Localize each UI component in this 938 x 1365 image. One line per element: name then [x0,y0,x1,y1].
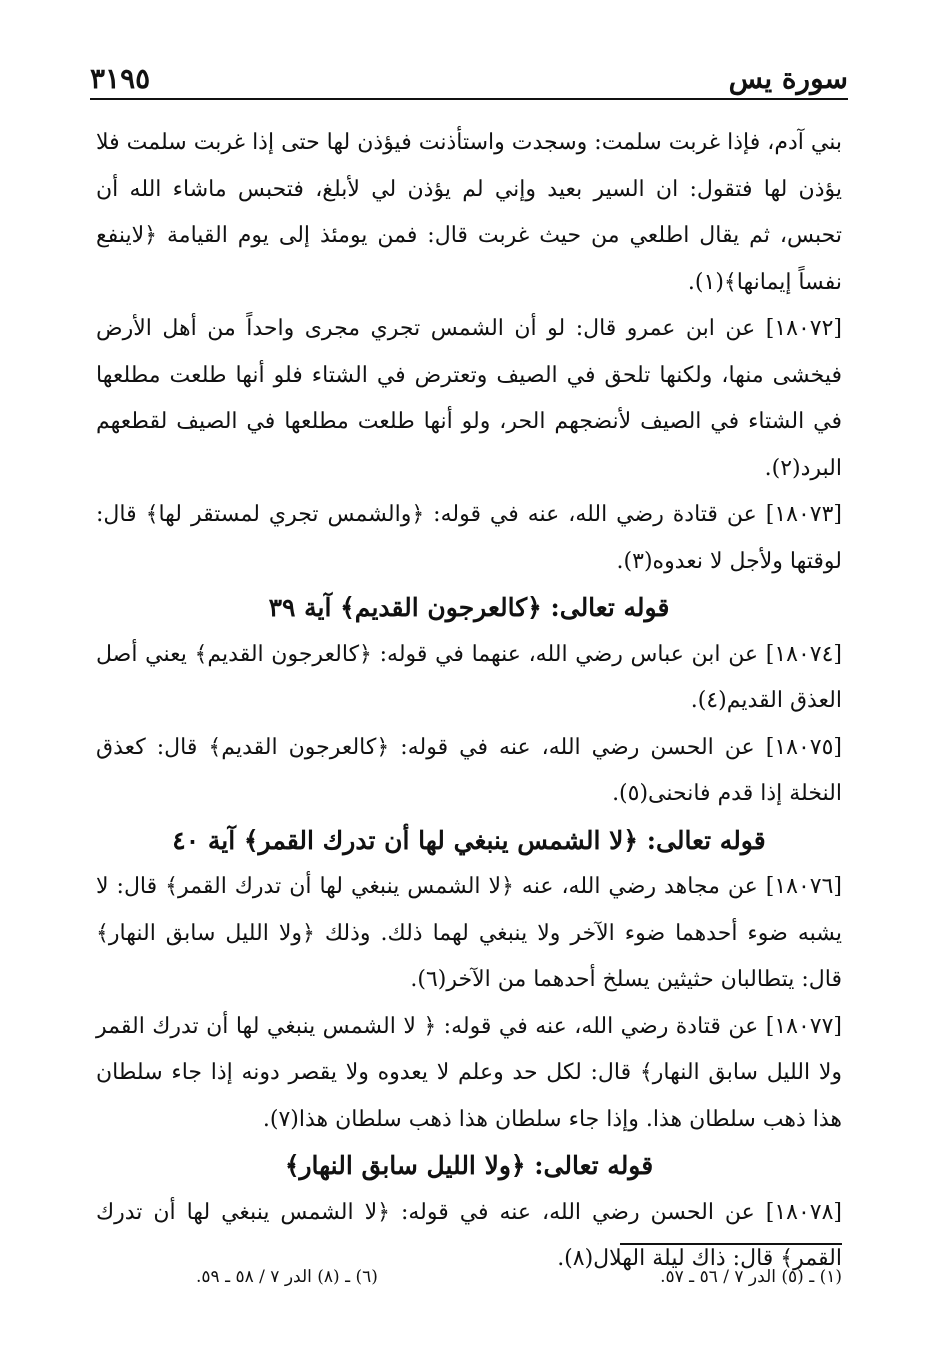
paragraph-18072: [١٨٠٧٢] عن ابن عمرو قال: لو أن الشمس تجري مجرى واحداً من أهل الأرض فيخشى منها، ولكنها تلحق في الصيف وتعترض في الشتاء فلو أنها طلعت مطلعها في الشتاء في الصيف لأنضجهم الحر، ولو أنها طلعت مطلعها في الصيف لقطعهم البرد(٢). [96,316,842,481]
paragraph-18074: [١٨٠٧٤] عن ابن عباس رضي الله، عنهما في قوله: ﴿كالعرجون القديم﴾ يعني أصل العذق القديم(٤). [96,641,842,713]
footnote-6-8: (٦) ـ (٨) الدر ٧ / ٥٨ ـ ٥٩. [196,1267,378,1287]
paragraph-18078: [١٨٠٧٨] عن الحسن رضي الله، عنه في قوله: ﴿لا الشمس ينبغي لها أن تدرك القمر﴾ قال: ذاك ليلة الهلال(٨). [96,1199,842,1271]
paragraph-18077: [١٨٠٧٧] عن قتادة رضي الله، عنه في قوله: ﴿ لا الشمس ينبغي لها أن تدرك القمر ولا الليل سابق النهار﴾ قال: لكل حد وعلم لا يعدوه ولا يقصر دونه إذا جاء سلطان هذا ذهب سلطان هذا. وإذا جاء سلطان هذا ذهب سلطان هذا(٧). [96,1013,842,1132]
paragraph-18075: [١٨٠٧٥] عن الحسن رضي الله، عنه في قوله: ﴿كالعرجون القديم﴾ قال: كعذق النخلة إذا قدم فانحنى(٥). [96,734,842,806]
section-heading-ayah-40: قوله تعالى: ﴿لا الشمس ينبغي لها أن تدرك القمر﴾ آية ٤٠ [172,825,766,855]
page-header [90,58,848,100]
surah-title: سورة يس [728,61,848,95]
page-number: ٣١٩٥ [90,61,151,95]
paragraph-continuation: بني آدم، فإذا غربت سلمت: وسجدت واستأذنت فيؤذن لها حتى إذا غربت سلمت فلا يؤذن لها فتقول: ان السير بعيد وإني لم يؤذن لي لأبلغ، فتحبس ماشاء الله أن تحبس، ثم يقال اطلعي من حيث غربت قال: فمن يومئذ إلى يوم القيامة ﴿لاينفع نفساً إيمانها﴾(١). [96,130,842,295]
paragraph-18076: [١٨٠٧٦] عن مجاهد رضي الله، عنه ﴿لا الشمس ينبغي لها أن تدرك القمر﴾ قال: لا يشبه ضوء أحدهما ضوء الآخر ولا ينبغي لهما ذلك. وذلك ﴿ولا الليل سابق النهار﴾ قال: يتطالبان حثيثين يسلخ أحدهما من الآخر(٦). [96,874,842,992]
section-heading-ayah-39: قوله تعالى: ﴿كالعرجون القديم﴾ آية ٣٩ [268,593,670,622]
section-heading-night-day: قوله تعالى: ﴿ولا الليل سابق النهار﴾ [284,1151,654,1180]
page-body [96,120,842,1283]
footnotes [196,1267,842,1287]
footnote-1-5: (١) ـ (٥) الدر ٧ / ٥٦ ـ ٥٧. [660,1267,842,1287]
footnote-divider [620,1243,842,1245]
paragraph-18073: [١٨٠٧٣] عن قتادة رضي الله، عنه في قوله: ﴿والشمس تجري لمستقر لها﴾ قال: لوقتها ولأجل لا نعدوه(٣). [96,502,842,574]
